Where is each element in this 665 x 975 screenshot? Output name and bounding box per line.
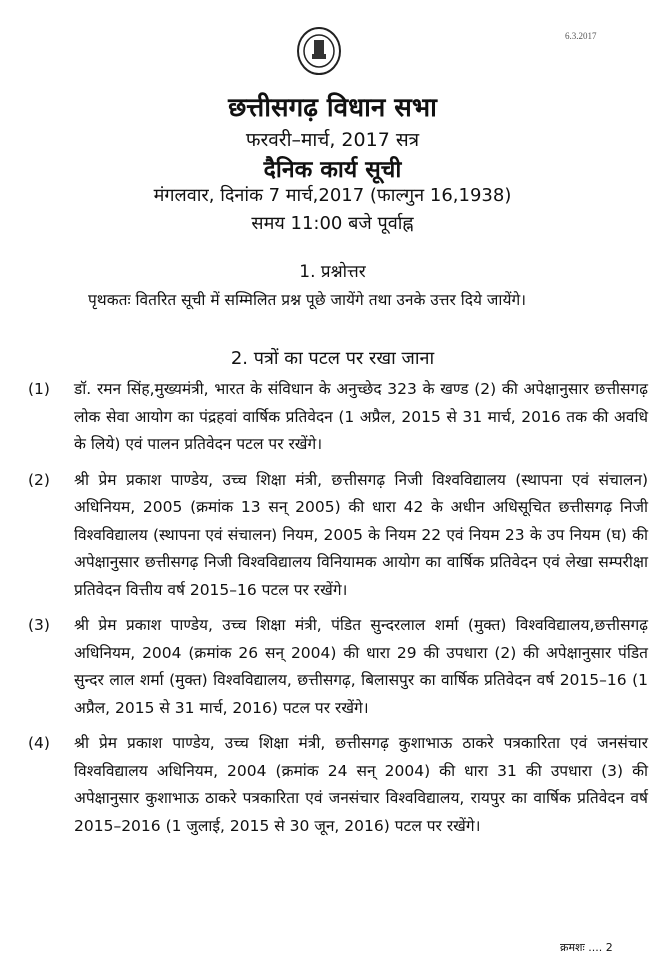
assembly-seal-logo — [296, 26, 342, 76]
list-item — [28, 730, 648, 840]
list-item — [28, 467, 648, 605]
section1-text: पृथकतः वितरित सूची में सम्मिलित प्रश्न पूछे जायेंगे तथा उनके उत्तर दिये जायेंगे। — [88, 291, 527, 309]
date-stamp: 6.3.2017 — [565, 31, 597, 41]
continued-note: क्रमशः .... 2 — [560, 941, 613, 954]
item-text: डॉ. रमन सिंह,मुख्यमंत्री, भारत के संविधान के अनुच्छेद 323 के खण्ड (2) की अपेक्षानुसार छत्तीसगढ़ लोक सेवा आयोग का पंद्रहवां वार्षिक प्रतिवेदन (1 अप्रैल, 2015 से 31 मार्च, 2016 तक की अवधि के लिये) एवं पालन प्रतिवेदन पटल पर रखेंगे। — [74, 380, 648, 453]
page-title: छत्तीसगढ़ विधान सभा — [228, 93, 437, 123]
list-item — [28, 612, 648, 722]
item-text: श्री प्रेम प्रकाश पाण्डेय, उच्च शिक्षा मंत्री, छत्तीसगढ़ कुशाभाऊ ठाकरे पत्रकारिता एवं जनसंचार विश्वविद्यालय अधिनियम, 2004 (क्रमांक 24 सन् 2004) की धारा 31 की उपधारा (3) की अपेक्षानुसार कुशाभाऊ ठाकरे पत्रकारिता एवं जनसंचार विश्वविद्यालय, रायपुर का वार्षिक प्रतिवेदन वर्ष 2015–2016 (1 जुलाई, 2015 से 30 जून, 2016) पटल पर रखेंगे। — [74, 734, 648, 835]
session-line: फरवरी–मार्च, 2017 सत्र — [245, 129, 420, 151]
item-number: (1) — [28, 380, 50, 398]
item-number: (2) — [28, 470, 50, 489]
item-number: (4) — [28, 734, 50, 752]
agenda-title: दैनिक कार्य सूची — [263, 157, 402, 183]
papers-list — [28, 376, 648, 848]
list-item — [28, 376, 648, 459]
item-text: श्री प्रेम प्रकाश पाण्डेय, उच्च शिक्षा मंत्री, पंडित सुन्दरलाल शर्मा (मुक्त) विश्वविद्यालय,छत्तीसगढ़ अधिनियम, 2004 (क्रमांक 26 सन् 2004) की धारा 29 की उपधारा (2) की अपेक्षानुसार पंडित सुन्दर लाल शर्मा (मुक्त) विश्वविद्यालय, छत्तीसगढ़, बिलासपुर का वार्षिक प्रतिवेदन वर्ष 2015–16 (1 अप्रैल, 2015 से 31 मार्च, 2016) पटल पर रखेंगे। — [74, 616, 648, 717]
section1-heading: 1. प्रश्नोत्तर — [299, 262, 366, 282]
item-text: श्री प्रेम प्रकाश पाण्डेय, उच्च शिक्षा मंत्री, छत्तीसगढ़ निजी विश्वविद्यालय (स्थापना एवं संचालन) अधिनियम, 2005 (क्रमांक 13 सन् 2005) की धारा 42 के अधीन अधिसूचित छत्तीसगढ़ निजी विश्वविद्यालय (स्थापना एवं संचालन) नियम, 2005 के नियम 22 एवं नियम 23 के उप नियम (घ) की अपेक्षानुसार छत्तीसगढ़ निजी विश्वविद्यालय विनियामक आयोग का वार्षिक प्रतिवेदन एवं लेखा सम्परीक्षा प्रतिवेदन वित्तीय वर्ष 2015–16 पटल पर रखेंगे। — [74, 470, 648, 599]
time-line: समय 11:00 बजे पूर्वाह्न — [251, 213, 414, 234]
item-number: (3) — [28, 616, 50, 634]
date-line: मंगलवार, दिनांक 7 मार्च,2017 (फाल्गुन 16,1938) — [153, 185, 512, 206]
section2-heading: 2. पत्रों का पटल पर रखा जाना — [230, 348, 435, 369]
